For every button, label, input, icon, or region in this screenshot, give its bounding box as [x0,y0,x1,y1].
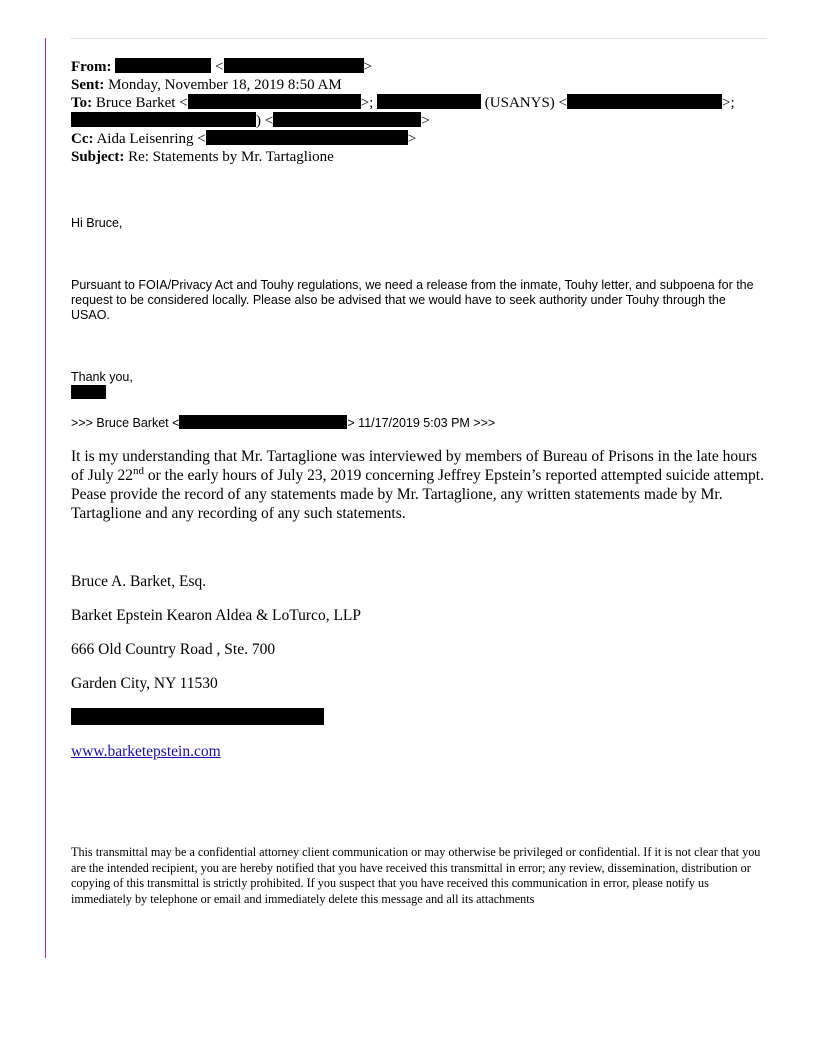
sent-label: Sent: [71,77,105,93]
quoted-header [71,415,495,431]
redaction-from-name [115,58,211,73]
from-line [71,58,372,76]
redaction-quoted-email [179,415,347,429]
redaction-from-email [224,58,364,73]
closing: Thank you, [71,370,133,384]
quoted-body [71,447,771,523]
from-close-bracket: > [363,59,372,75]
redaction-to-email-3 [273,112,421,127]
from-open-bracket: < [215,59,224,75]
redaction-cc-email [206,130,408,145]
quoted-suffix: > 11/17/2019 5:03 PM >>> [347,416,496,430]
cc-line [71,130,416,148]
confidentiality-disclaimer: This transmittal may be a confidential attorney client communication or may otherwise be privileged or confidential. If it is not clear that you are the intended recipient, you are hereby notified that you have received this transmittal in error; any review, dissemination, distribution or copying of this transmittal is strictly prohibited. If you suspect that you have received this communication in error, please notify us immediately by telephone or email and immediately delete this message and all its attachments [71,845,761,906]
to-label: To: [71,95,93,111]
signature-address-2: Garden City, NY 11530 [71,675,218,692]
quote-left-rule [45,38,46,958]
redaction-to-email-1 [188,94,361,109]
cc-value: Aida Leisenring < [96,131,206,147]
signature-name: Bruce A. Barket, Esq. [71,573,207,590]
to-separator-1: >; [360,95,374,111]
to-paren: ) < [256,113,274,129]
quoted-body-part2: or the early hours of July 23, 2019 concerning Jeffrey Epstein’s reported attempted suicide attempt. Pease provide the record of any statements made by Mr. Tartaglione, any written statements made by Mr. Tartaglione and any recording of any such statements. [71,467,764,522]
quoted-body-sup: nd [133,465,144,477]
to-org: (USANYS) < [484,95,567,111]
cc-label: Cc: [71,131,94,147]
signature-firm: Barket Epstein Kearon Aldea & LoTurco, LLP [71,607,361,624]
from-label: From: [71,59,112,75]
to-separator-2: >; [722,95,735,111]
quoted-body-part1: It is my understanding that Mr. Tartaglione was interviewed by members of Bureau of Prisons in the late hours of July 22 [71,448,758,484]
redaction-to-name-2 [377,94,481,109]
to-line-continued [71,112,430,130]
sent-value: Monday, November 18, 2019 8:50 AM [108,77,342,93]
header-divider [70,38,767,39]
redaction-to-email-2 [567,94,722,109]
subject-line [71,148,334,166]
to-line [71,94,735,112]
signature-address-1: 666 Old Country Road , Ste. 700 [71,641,276,658]
subject-label: Subject: [71,149,125,165]
subject-value: Re: Statements by Mr. Tartaglione [128,149,334,165]
redaction-signature-phone [71,708,324,725]
quoted-prefix: >>> Bruce Barket < [71,416,180,430]
website-link[interactable]: www.barketepstein.com [71,743,221,760]
cc-close-bracket: > [407,131,417,147]
to-close-bracket: > [421,113,430,129]
redaction-sender-signature [71,385,106,399]
redaction-to-name-3 [71,112,256,127]
sent-line [71,76,342,94]
greeting: Hi Bruce, [71,216,123,230]
message-body: Pursuant to FOIA/Privacy Act and Touhy regulations, we need a release from the inmate, Touhy letter, and subpoena for the request to be considered locally. Please also be advised that we would have to seek authority under Touhy through the USAO. [71,278,754,322]
to-first-recipient: Bruce Barket < [95,95,188,111]
